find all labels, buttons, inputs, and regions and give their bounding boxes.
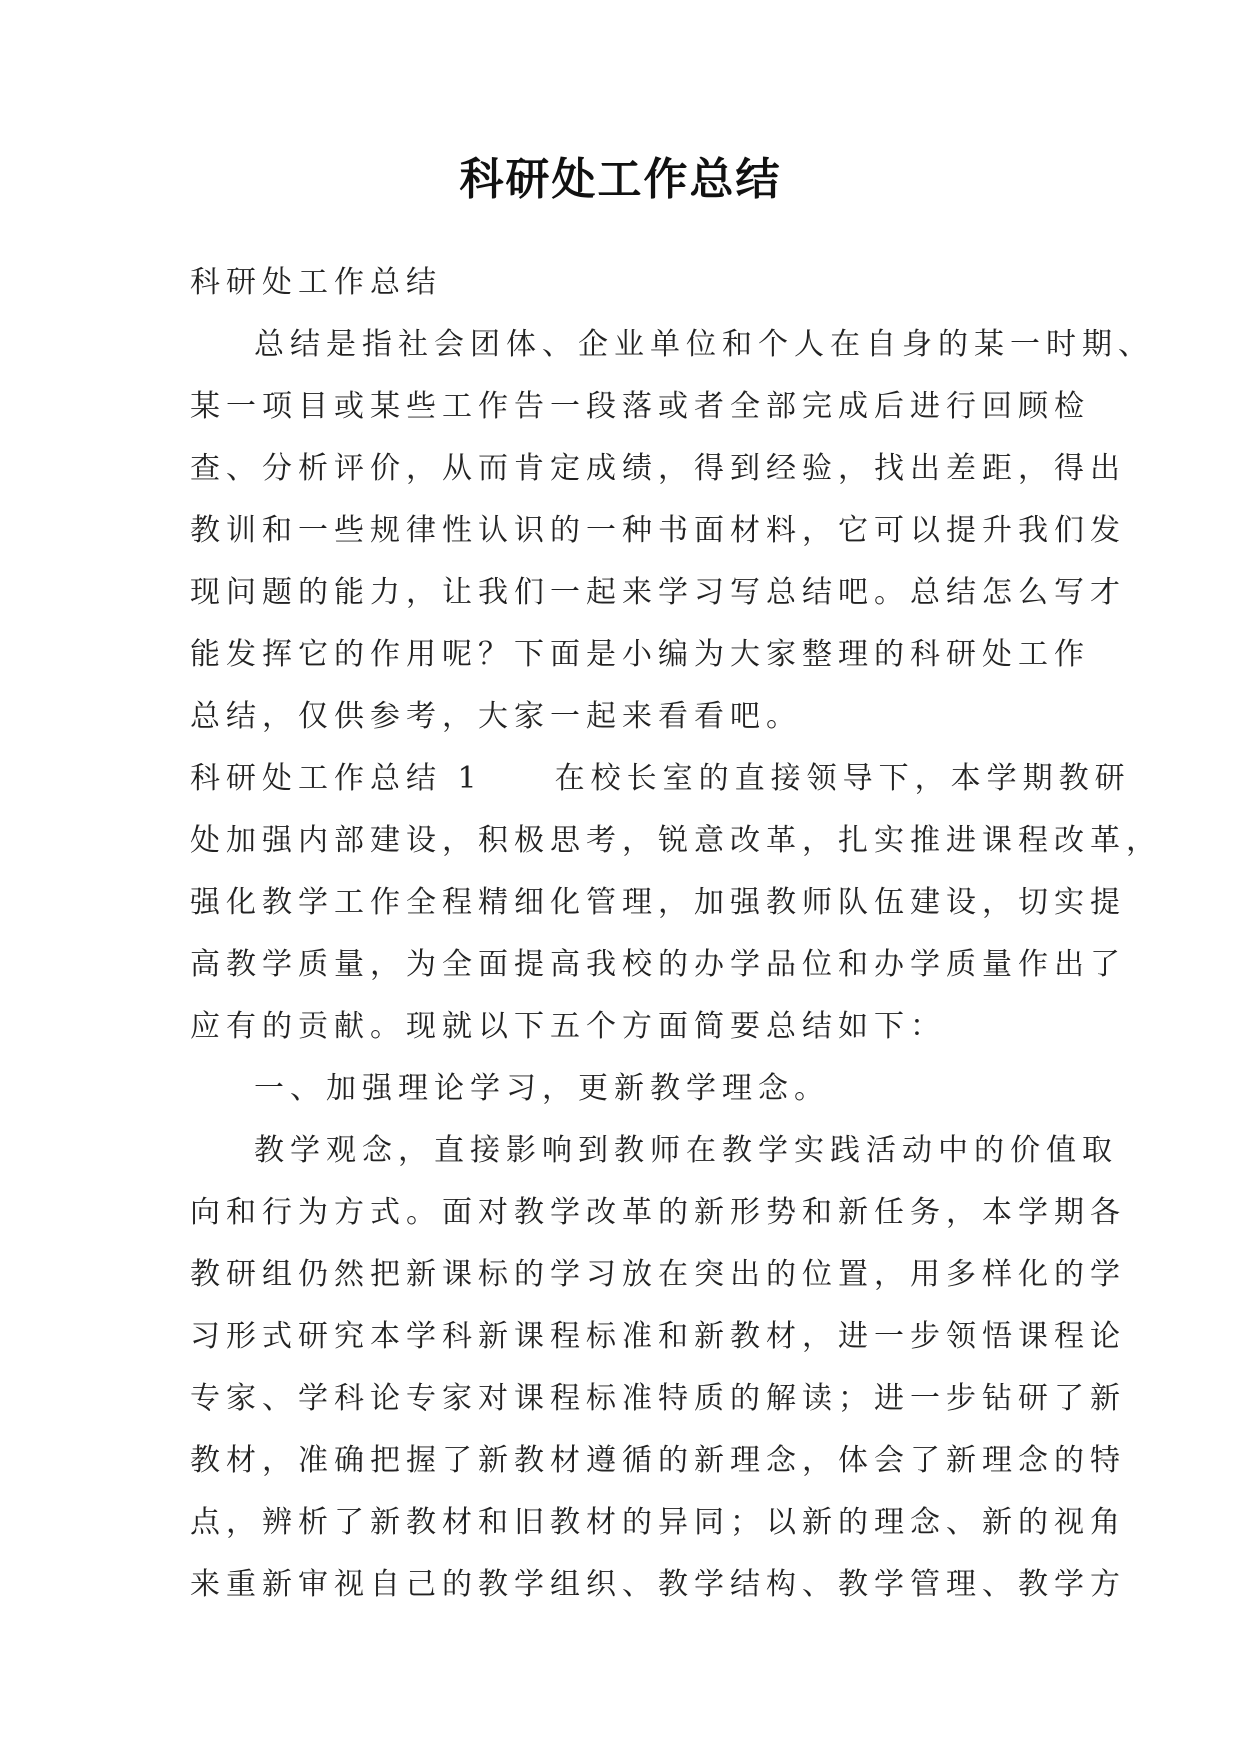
- paragraph-line: 查、分析评价，从而肯定成绩，得到经验，找出差距，得出: [190, 451, 1126, 486]
- paragraph-line: 教材，准确把握了新教材遵循的新理念，体会了新理念的特: [190, 1443, 1126, 1478]
- paragraph-line: 点，辨析了新教材和旧教材的异同；以新的理念、新的视角: [190, 1505, 1126, 1540]
- paragraph-line: 处加强内部建设，积极思考，锐意改革，扎实推进课程改革，: [190, 823, 1162, 858]
- paragraph-line: 总结是指社会团体、企业单位和个人在自身的某一时期、: [254, 327, 1154, 362]
- paragraph-line: 高教学质量，为全面提高我校的办学品位和办学质量作出了: [190, 947, 1126, 982]
- paragraph-line: 教训和一些规律性认识的一种书面材料，它可以提升我们发: [190, 513, 1126, 548]
- paragraph-line: 应有的贡献。现就以下五个方面简要总结如下：: [190, 1009, 946, 1044]
- section-subheading: 一、加强理论学习，更新教学理念。: [254, 1071, 830, 1106]
- paragraph-line: 现问题的能力，让我们一起来学习写总结吧。总结怎么写才: [190, 575, 1126, 610]
- paragraph-line: 向和行为方式。面对教学改革的新形势和新任务，本学期各: [190, 1195, 1126, 1230]
- paragraph-line: 习形式研究本学科新课程标准和新教材，进一步领悟课程论: [190, 1319, 1126, 1354]
- paragraph-line: 专家、学科论专家对课程标准特质的解读；进一步钻研了新: [190, 1381, 1126, 1416]
- section-heading-line: 科研处工作总结 1 在校长室的直接领导下，本学期教研: [190, 761, 1131, 796]
- document-body: [190, 252, 1162, 1616]
- paragraph-line: 能发挥它的作用呢？下面是小编为大家整理的科研处工作: [190, 637, 1090, 672]
- paragraph-line: 某一项目或某些工作告一段落或者全部完成后进行回顾检: [190, 389, 1090, 424]
- paragraph-line: 总结，仅供参考，大家一起来看看吧。: [190, 699, 802, 734]
- paragraph-line: 强化教学工作全程精细化管理，加强教师队伍建设，切实提: [190, 885, 1126, 920]
- paragraph-line: 教学观念，直接影响到教师在教学实践活动中的价值取: [254, 1133, 1118, 1168]
- paragraph-line: 教研组仍然把新课标的学习放在突出的位置，用多样化的学: [190, 1257, 1126, 1292]
- document-subtitle: 科研处工作总结: [190, 265, 442, 300]
- document-title: 科研处工作总结: [459, 154, 782, 205]
- paragraph-line: 来重新审视自己的教学组织、教学结构、教学管理、教学方: [190, 1567, 1126, 1602]
